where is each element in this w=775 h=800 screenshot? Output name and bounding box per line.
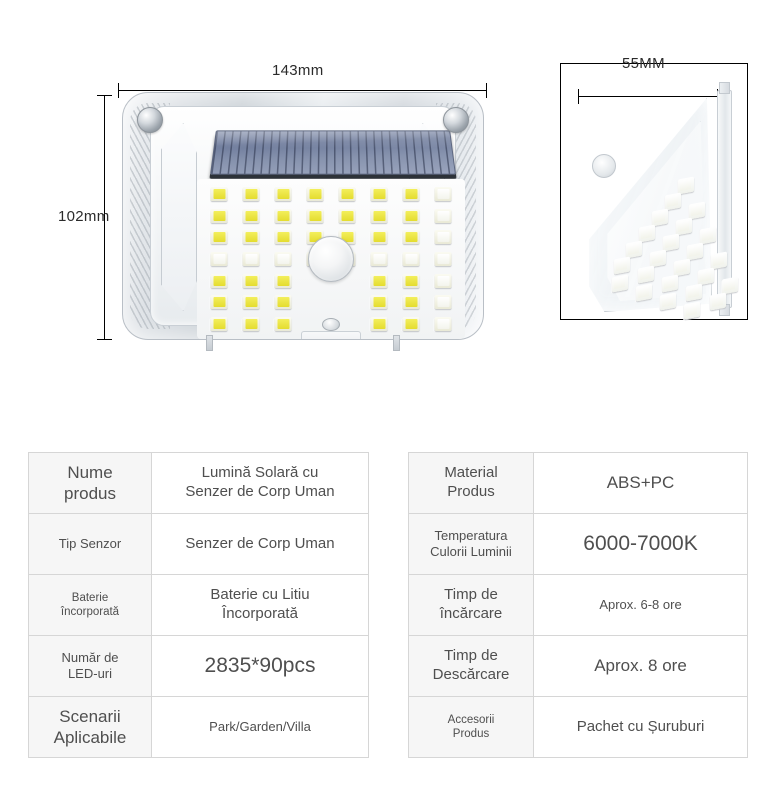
led-cell — [363, 248, 395, 270]
led-cell — [267, 292, 299, 314]
width-dimension-label: 143mm — [272, 62, 324, 79]
led-cell — [235, 205, 267, 227]
led-cell — [363, 313, 395, 335]
led-cell — [395, 248, 427, 270]
side-led-icon — [660, 292, 676, 310]
lamp-housing — [122, 92, 484, 340]
side-led-icon — [614, 256, 630, 274]
led-icon — [339, 187, 356, 201]
led-icon — [243, 252, 260, 266]
side-led-icon — [638, 265, 654, 283]
led-icon — [435, 187, 452, 201]
spec-label-cell: Temperatura Culorii Luminii — [409, 514, 534, 575]
led-cell — [363, 205, 395, 227]
led-icon — [243, 187, 260, 201]
side-led-icon — [652, 208, 668, 226]
led-icon — [371, 252, 388, 266]
led-icon — [435, 317, 452, 331]
spec-label-cell: Baterie încorporată — [29, 575, 152, 636]
spec-row — [29, 636, 369, 697]
led-cell — [427, 183, 459, 205]
side-led-icon — [636, 283, 652, 301]
led-cell — [203, 313, 235, 335]
led-cell — [427, 205, 459, 227]
led-cell — [203, 292, 235, 314]
led-cell — [331, 205, 363, 227]
led-cell — [235, 183, 267, 205]
led-cell — [235, 270, 267, 292]
width-dimension-cap-right — [486, 83, 487, 98]
spec-row — [409, 575, 748, 636]
led-icon — [403, 274, 420, 288]
led-cell — [203, 270, 235, 292]
mount-leg-right — [393, 335, 400, 351]
mounting-screw-top-right — [443, 107, 469, 133]
spec-label-cell: Nume produs — [29, 453, 152, 514]
spec-value-cell: Lumină Solară cu Senzer de Corp Uman — [152, 453, 369, 514]
spec-value-cell: Park/Garden/Villa — [152, 697, 369, 758]
height-dimension-label: 102mm — [58, 208, 110, 225]
led-icon — [371, 187, 388, 201]
side-led-icon — [612, 274, 628, 292]
led-icon — [339, 209, 356, 223]
spec-value-cell: Senzer de Corp Uman — [152, 514, 369, 575]
led-cell — [267, 205, 299, 227]
led-cell — [395, 270, 427, 292]
led-icon — [211, 317, 228, 331]
led-cell — [395, 226, 427, 248]
led-icon — [275, 274, 292, 288]
side-pir-sensor-icon — [592, 154, 616, 178]
led-cell — [235, 248, 267, 270]
led-cell — [395, 313, 427, 335]
side-led-icon — [663, 233, 679, 251]
side-led-icon — [678, 176, 694, 194]
led-cell — [267, 270, 299, 292]
led-cell — [203, 248, 235, 270]
lamp-inner-bezel — [150, 106, 456, 326]
spec-value-cell: 2835*90pcs — [152, 636, 369, 697]
led-icon — [435, 274, 452, 288]
spec-table-right — [408, 452, 748, 758]
spec-row — [409, 453, 748, 514]
side-led-icon — [684, 301, 700, 319]
led-icon — [435, 230, 452, 244]
led-icon — [211, 187, 228, 201]
side-led-icon — [686, 283, 702, 301]
led-icon — [307, 187, 324, 201]
width-dimension-cap-left — [118, 83, 119, 98]
led-icon — [243, 274, 260, 288]
spec-value-cell: Pachet cu Șuruburi — [534, 697, 748, 758]
led-icon — [403, 230, 420, 244]
led-icon — [403, 209, 420, 223]
spec-value-cell: Baterie cu Litiu Încorporată — [152, 575, 369, 636]
side-led-icon — [676, 217, 692, 235]
led-icon — [275, 187, 292, 201]
led-panel — [197, 179, 465, 339]
led-icon — [403, 295, 420, 309]
spec-value-cell: ABS+PC — [534, 453, 748, 514]
spec-table-left — [28, 452, 369, 758]
lamp-front-view-image — [122, 92, 484, 340]
height-dimension-cap-bottom — [97, 339, 112, 340]
side-led-icon — [687, 242, 703, 260]
led-cell — [235, 226, 267, 248]
side-led-icon — [700, 226, 716, 244]
led-icon — [211, 295, 228, 309]
led-icon — [243, 295, 260, 309]
led-icon — [371, 274, 388, 288]
led-cell — [427, 270, 459, 292]
bezel-wing-left — [161, 123, 197, 311]
led-cell — [363, 183, 395, 205]
led-cell — [203, 183, 235, 205]
led-cell — [427, 313, 459, 335]
led-cell — [299, 183, 331, 205]
led-icon — [211, 274, 228, 288]
spec-row — [29, 575, 369, 636]
led-icon — [403, 252, 420, 266]
spec-label-cell: Timp de Descărcare — [409, 636, 534, 697]
led-cell — [395, 205, 427, 227]
side-led-icon — [639, 224, 655, 242]
led-cell — [235, 292, 267, 314]
mode-button — [322, 318, 340, 331]
spec-value-cell: Aprox. 8 ore — [534, 636, 748, 697]
mounting-screw-top-left — [137, 107, 163, 133]
side-led-icon — [711, 251, 727, 269]
side-led-icon — [689, 201, 705, 219]
led-icon — [243, 230, 260, 244]
led-icon — [275, 230, 292, 244]
side-led-icon — [710, 292, 726, 310]
side-led-icon — [662, 274, 678, 292]
mount-leg-left — [206, 335, 213, 351]
sensor-gap-cell — [331, 292, 363, 314]
led-icon — [435, 209, 452, 223]
led-icon — [435, 252, 452, 266]
spec-label-cell: Număr de LED-uri — [29, 636, 152, 697]
solar-panel-glint — [215, 131, 452, 147]
led-cell — [331, 183, 363, 205]
led-icon — [243, 317, 260, 331]
led-icon — [211, 230, 228, 244]
spec-row — [29, 697, 369, 758]
led-icon — [403, 317, 420, 331]
spec-row — [409, 697, 748, 758]
height-dimension-cap-top — [97, 95, 112, 96]
pir-motion-sensor-icon — [308, 236, 354, 282]
led-cell — [235, 313, 267, 335]
depth-dimension-label: 55MM — [622, 55, 665, 72]
spec-value-cell: Aprox. 6-8 ore — [534, 575, 748, 636]
led-icon — [243, 209, 260, 223]
led-cell — [395, 292, 427, 314]
led-cell — [267, 248, 299, 270]
led-icon — [371, 209, 388, 223]
led-cell — [427, 292, 459, 314]
spec-row — [409, 636, 748, 697]
led-icon — [403, 187, 420, 201]
width-dimension-line — [118, 90, 487, 91]
led-icon — [371, 230, 388, 244]
spec-label-cell: Material Produs — [409, 453, 534, 514]
led-icon — [275, 295, 292, 309]
solar-panel — [210, 130, 456, 174]
led-icon — [435, 295, 452, 309]
spec-row — [29, 514, 369, 575]
spec-label-cell: Scenarii Aplicabile — [29, 697, 152, 758]
side-led-icon — [665, 192, 681, 210]
led-cell — [427, 248, 459, 270]
spec-label-cell: Tip Senzor — [29, 514, 152, 575]
led-cell — [395, 183, 427, 205]
led-cell — [203, 226, 235, 248]
side-mount-rail — [717, 90, 732, 308]
spec-row — [409, 514, 748, 575]
led-icon — [307, 209, 324, 223]
led-icon — [211, 252, 228, 266]
led-cell — [363, 270, 395, 292]
led-cell — [203, 205, 235, 227]
sensor-gap-cell — [299, 292, 331, 314]
led-icon — [371, 295, 388, 309]
led-cell — [299, 205, 331, 227]
led-cell — [267, 313, 299, 335]
led-icon — [275, 252, 292, 266]
spec-value-cell: 6000-7000K — [534, 514, 748, 575]
led-icon — [275, 209, 292, 223]
led-cell — [427, 226, 459, 248]
led-icon — [211, 209, 228, 223]
spec-row — [29, 453, 369, 514]
led-icon — [371, 317, 388, 331]
spec-label-cell: Accesorii Produs — [409, 697, 534, 758]
led-cell — [363, 226, 395, 248]
led-cell — [363, 292, 395, 314]
lamp-side-view-image — [578, 90, 736, 318]
led-cell — [267, 226, 299, 248]
led-icon — [275, 317, 292, 331]
spec-label-cell: Timp de încărcare — [409, 575, 534, 636]
sensor-base — [301, 331, 361, 340]
led-cell — [267, 183, 299, 205]
